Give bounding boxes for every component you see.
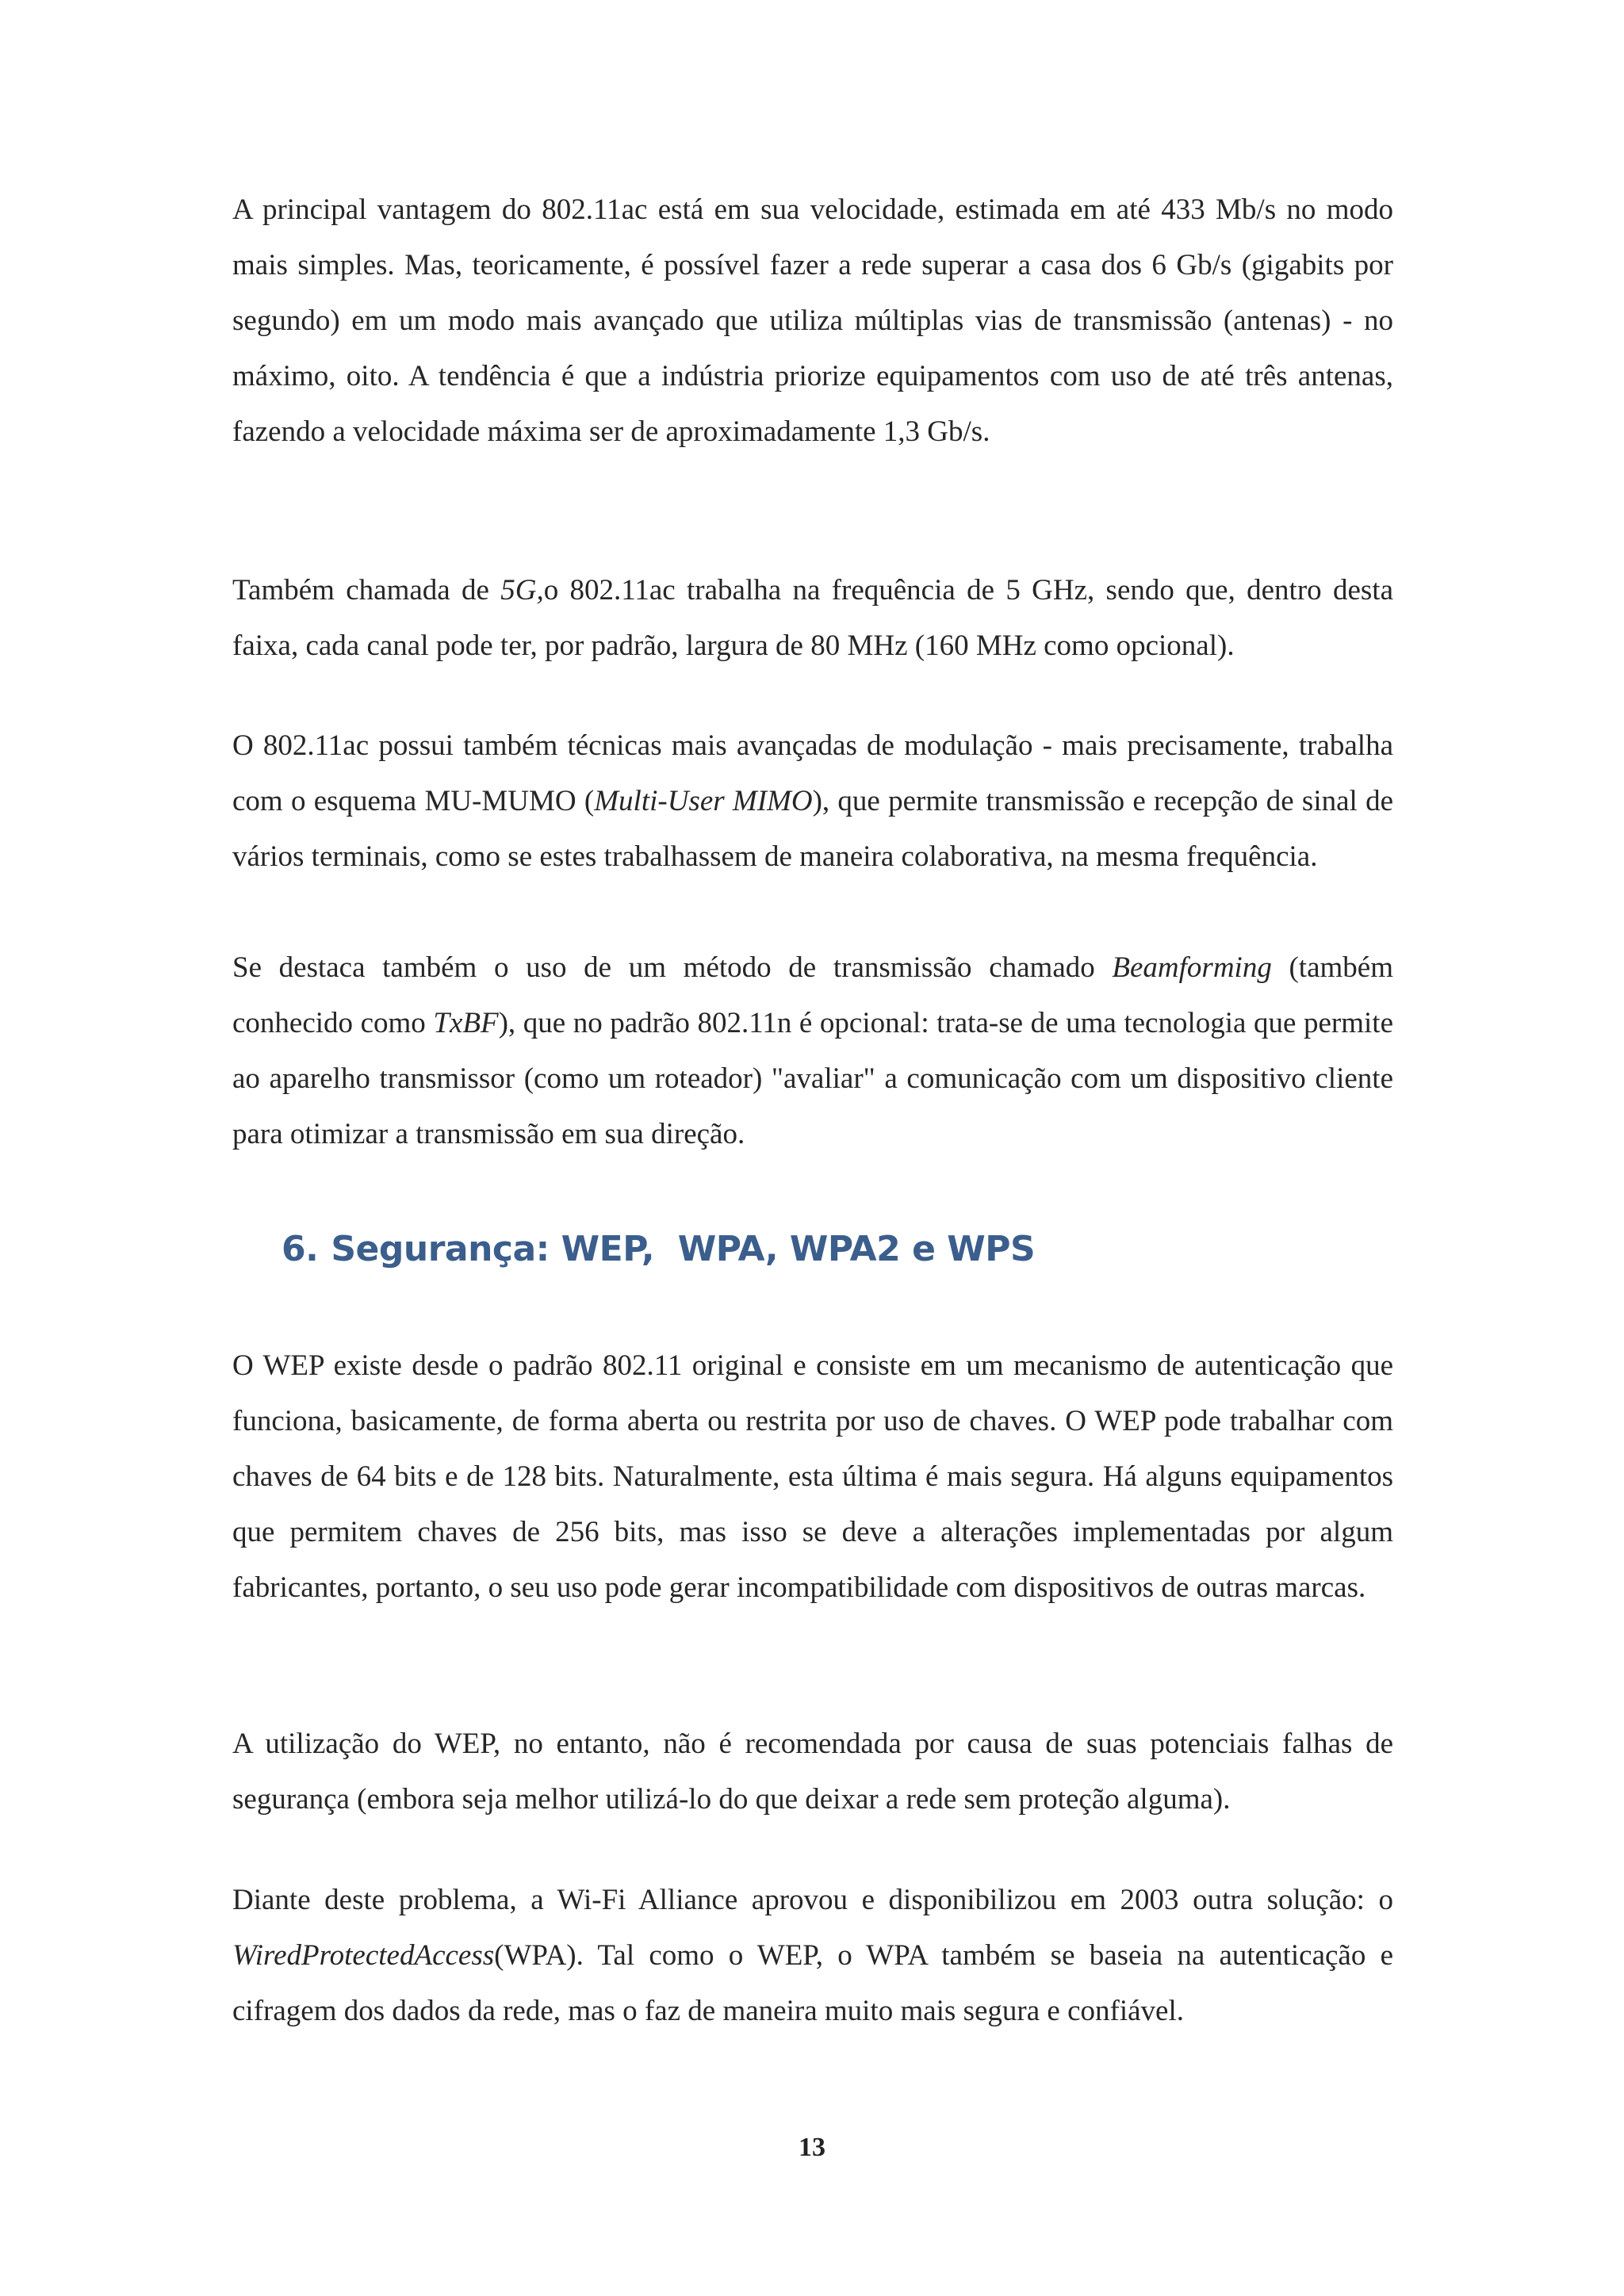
paragraph-80211ac-speed: A principal vantagem do 802.11ac está em sua velocidade, estimada em até 433 Mb/s no modo mais simples. Mas, teoricamente, é possível fazer a rede superar a casa dos 6 Gb/s (gigabits por segundo) em um modo mais avançado que utiliza múltiplas vias de transmissão (antenas) - no máximo, oito. A tendência é que a indústria priorize equipamentos com uso de até três antenas, fazendo a velocidade máxima ser de aproximadamente 1,3 Gb/s.	[232, 193, 1393, 448]
paragraph-text: ), que permite transmissão e recepção de sinal de vários terminais, como se estes trabalhassem de maneira colaborativa, na mesma frequência.	[232, 785, 1393, 873]
paragraph-text: O 802.11ac possui também técnicas mais avançadas de modulação - mais precisamente, trabalha com o esquema MU-MUMO (	[232, 729, 1393, 817]
paragraph-beamforming	[232, 940, 1393, 1162]
paragraph-text: ), que no padrão 802.11n é opcional: trata-se de uma tecnologia que permite ao aparelho transmissor (como um roteador) "avaliar" a comunicação com um dispositivo cliente para otimizar a transmissão em sua direção.	[232, 1007, 1393, 1150]
paragraph-text: o 802.11ac trabalha na frequência de 5 GHz, sendo que, dentro desta faixa, cada canal pode ter, por padrão, largura de 80 MHz (160 MHz como opcional).	[232, 574, 1393, 662]
paragraph-wep-overview: O WEP existe desde o padrão 802.11 original e consiste em um mecanismo de autenticação que funciona, basicamente, de forma aberta ou restrita por uso de chaves. O WEP pode trabalhar com chaves de 64 bits e de 128 bits. Naturalmente, esta última é mais segura. Há alguns equipamentos que permitem chaves de 256 bits, mas isso se deve a alterações implementadas por algum fabricantes, portanto, o seu uso pode gerar incompatibilidade com dispositivos de outras marcas.	[232, 1349, 1393, 1604]
emphasis-text: 5G,	[500, 574, 544, 607]
paragraph-text: Também chamada de	[232, 574, 501, 607]
paragraph-wpa	[232, 1873, 1393, 2039]
paragraph-text: (WPA). Tal como o WEP, o WPA também se baseia na autenticação e cifragem dos dados da rede, mas o faz de maneira muito mais segura e confiável.	[232, 1939, 1393, 2027]
paragraph-wep-recommendation: A utilização do WEP, no entanto, não é recomendada por causa de suas potenciais falhas de segurança (embora seja melhor utilizá-lo do que deixar a rede sem proteção alguma).	[232, 1728, 1393, 1816]
section-title: Segurança: WEP, WPA, WPA2 e WPS	[331, 1229, 1036, 1269]
page-number: 13	[799, 2133, 825, 2162]
section-heading	[282, 1229, 1035, 1269]
emphasis-text: WiredProtectedAccess	[232, 1939, 495, 1972]
paragraph-80211ac-modulation	[232, 718, 1393, 885]
emphasis-text: Multi-User MIMO	[594, 785, 813, 817]
paragraph-text: Se destaca também o uso de um método de transmissão chamado	[232, 951, 1113, 984]
emphasis-text: Beamforming	[1112, 951, 1272, 984]
paragraph-text: Diante deste problema, a Wi-Fi Alliance aprovou e disponibilizou em 2003 outra solução: o	[232, 1884, 1393, 1916]
emphasis-text: TxBF	[433, 1007, 499, 1039]
paragraph-80211ac-frequency	[232, 563, 1393, 674]
paragraph-text: (também conhecido como	[232, 951, 1393, 1039]
section-number: 6.	[282, 1229, 319, 1269]
